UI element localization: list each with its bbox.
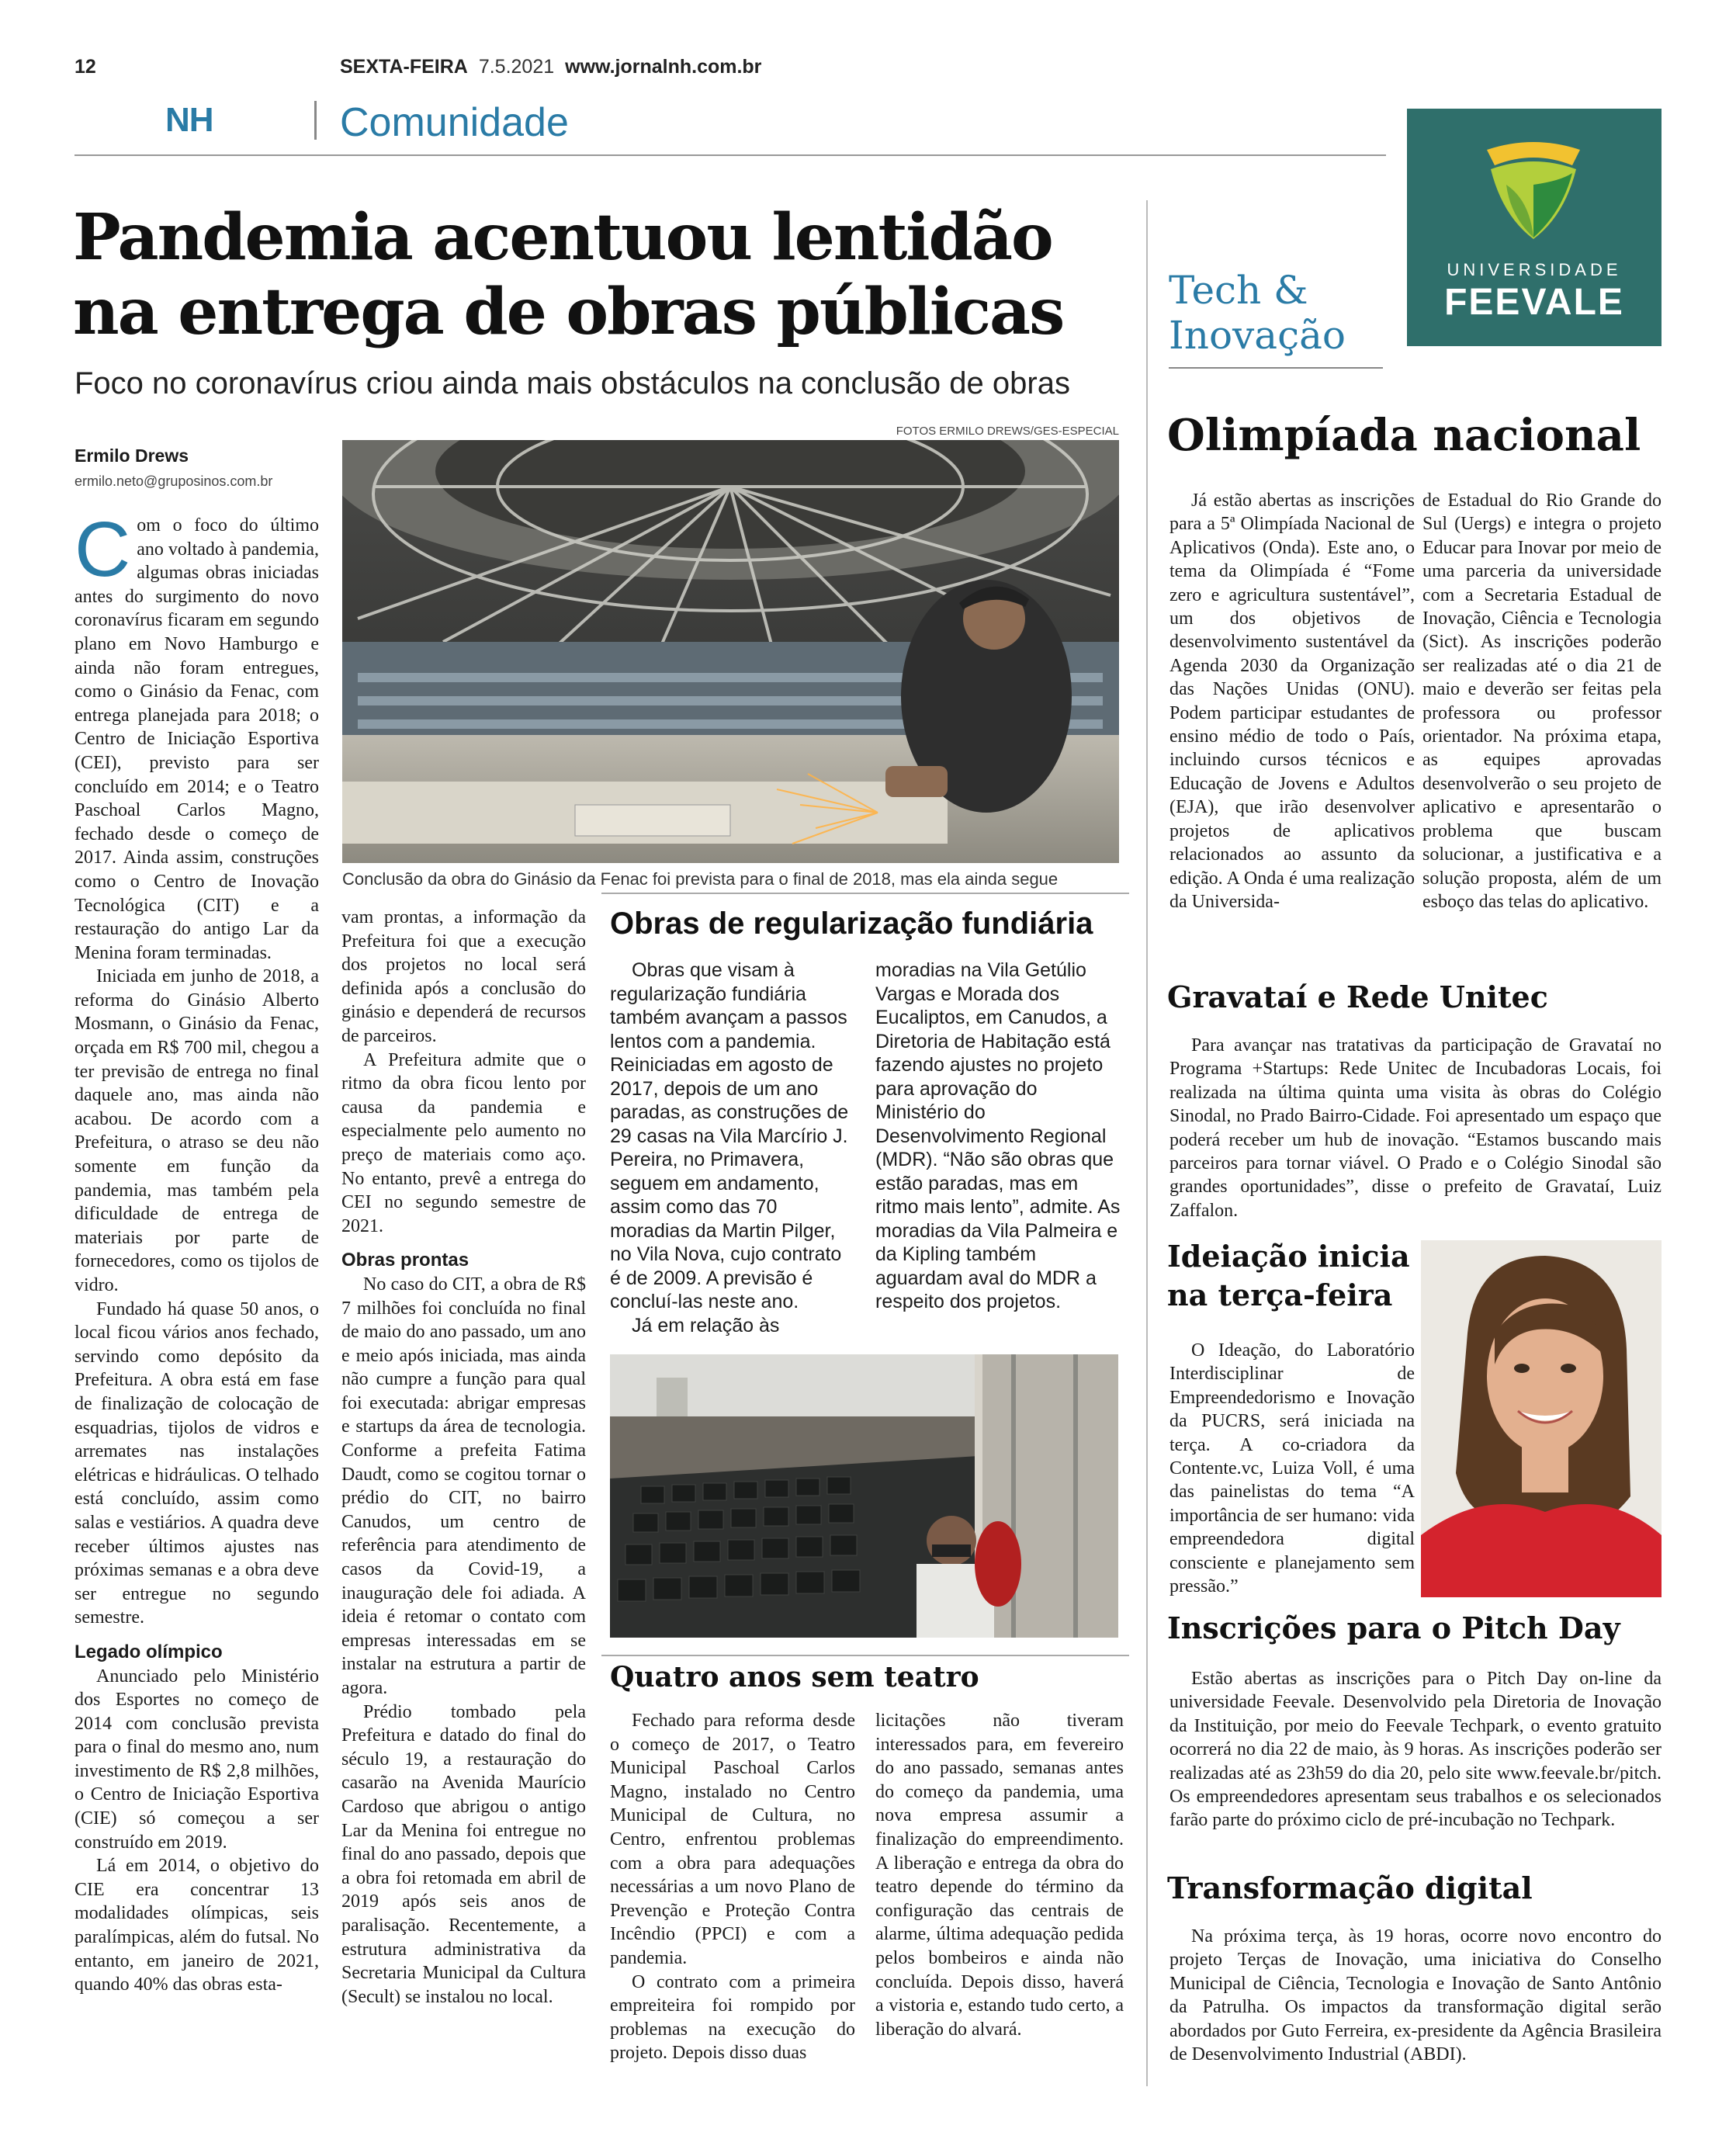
paragraph: Fundado há quase 50 anos, o local ficou vários anos fechado, servindo como depósito da Prefeitura. A obra está em fase de finalização de colocação de esquadrias, tijolos de vidros e arremates nas instalações elétricas e hidráulicas. O telhado está concluído, assim como salas e vestiários. A quadra deve receber últimos ajustes nas próximas semanas e a obra deve ser entregue no segundo semestre. (74, 1298, 319, 1628)
date: 7.5.2021 (478, 56, 555, 78)
paragraph: Na próxima terça, às 19 horas, ocorre novo encontro do projeto Terças de Inovação, uma iniciativa do Conselho Municipal de Ciência, Tecnologia e Inovação de Santo Antônio da Patrulha. Os impactos da transformação digital serão abordados por Guto Ferreira, ex-presidente da Agência Brasileira de Desenvolvimento Industrial (ABDI). (1169, 1926, 1662, 2065)
paragraph: Anunciado pelo Ministério dos Esportes no começo de 2014 com conclusão prevista para o final do mesmo ano, num investimento de R$ 2,8 milhões, o Centro de Iniciação Esportiva (CIE) só começou a ser construído em 2019. (74, 1666, 319, 1853)
paragraph: A Prefeitura admite que o ritmo da obra ficou lento por causa da pandemia e especialmente pelo aumento no preço de materiais como aço. No entanto, prevê a entrega do CEI no segundo semestre de 2021. (341, 1049, 586, 1236)
paragraph: Prédio tombado pela Prefeitura e datado do final do século 19, a restauração do casarão na Avenida Maurício Cardoso que abrigou o antigo Lar da Menina foi entregue no final do ano passado, depois que a obra foi retomada em abril de 2019 após seis anos de paralisação. Recentemente, a estrutura administrativa da Secretaria Municipal da Cultura (Secult) se instalou no local. (341, 1701, 586, 2007)
theatre-photo (610, 1354, 1118, 1638)
subheading-obras-prontas: Obras prontas (341, 1250, 470, 1271)
paragraph: No caso do CIT, a obra de R$ 7 milhões foi concluída no final de maio do ano passado, um ano e meio após iniciada, mas ainda não cumpre a função para qual foi executada: abrigar empresas e startups da área de tecnologia. Conforme a prefeita Fatima Daudt, como se cogitou tornar o prédio do CIT, no bairro Canudos, um centro de referência para atendimento de casos da Covid-19, a inauguração dele foi adiada. A ideia é retomar o contato com empresas interessadas em se instalar na estrutura a partir de agora. (341, 1274, 586, 1698)
header-rule (74, 154, 1386, 156)
sidebar-section-title (1169, 268, 1346, 358)
paragraph: Fechado para reforma desde o começo de 2017, o Teatro Municipal Paschoal Carlos Magno, instalado no Centro Municipal de Cultura, no Centro, enfrentou problemas com a obra para adequações necessárias a um novo Plano de Prevenção e Proteção Contra Incêndio (PPCI) e com a pandemia. (610, 1711, 855, 1968)
feevale-logo-wordmark: FEEVALE (1444, 282, 1624, 323)
feevale-logo-box (1407, 109, 1662, 346)
olimpiada-title: Olimpíada nacional (1167, 410, 1641, 461)
ideacao-title (1167, 1237, 1410, 1315)
gym-construction-photo (342, 440, 1119, 863)
header-dateline (340, 56, 761, 78)
article-column-2 (341, 906, 586, 2009)
teatro-column-left (610, 1709, 855, 2065)
paragraph: Obras que visam à regularização fundiária também avançam a passos lentos com a pandemia. Reiniciadas em agosto de 2017, depois de um ano paradas, as construções de 29 casas na Vila Marcírio J. Pereira, no Primavera, seguem em andamento, assim como das 70 moradias da Martin Pilger, no Vila Nova, cujo contrato é de 2009. A previsão é concluí-las neste ano. (610, 959, 849, 1312)
ideacao-title-line-2: na terça-feira (1167, 1278, 1393, 1312)
teatro-title: Quatro anos sem teatro (610, 1661, 979, 1694)
theatre-photo-illustration (610, 1354, 1118, 1638)
pitch-title: Inscrições para o Pitch Day (1167, 1610, 1620, 1645)
paragraph: vam prontas, a informação da Prefeitura foi que a execução dos projetos no local será definida após a conclusão do ginásio e dependerá de recursos de parceiros. (341, 907, 586, 1046)
paragraph: Para avançar nas tratativas da participação de Gravataí no Programa +Startups: Rede Unitec de Incubadoras Locais, foi realizada na última quinta uma visita às obras do Colégio Sinodal, no Prado Bairro-Cidade. Foi apresentado um espaço que poderá receber um hub de inovação. “Estamos buscando mais parceiros para tornar viável. O Prado e o Colégio Sinodal são grandes oportunidades”, disse o prefeito de Gravataí, Luiz Zaffalon. (1169, 1035, 1662, 1221)
sidebar-divider (1146, 200, 1148, 2086)
luiza-voll-portrait (1421, 1240, 1662, 1597)
paragraph: Iniciada em junho de 2018, a reforma do Ginásio Alberto Mosmann, o Ginásio da Fenac, orçada em R$ 700 mil, chegou a ter previsão de entrega no final daquele ano, mas ainda não acabou. De acordo com a Prefeitura, o atraso se deu não somente em função da pandemia, mas também pela dificuldade de entrega de materiais por parte de fornecedores, como os tijolos de vidro. (74, 966, 319, 1295)
paragraph: Lá em 2014, o objetivo do CIE era concentrar 13 modalidades olímpicas, seis paralímpicas, além do futsal. No entanto, em janeiro de 2021, quando 40% das obras esta- (74, 1856, 319, 1995)
paragraph: O contrato com a primeira empreiteira foi rompido por problemas na execução do projeto. Depois disso duas (610, 1971, 855, 2064)
author-name: Ermilo Drews (74, 445, 189, 466)
weekday: SEXTA-FEIRA (340, 56, 468, 78)
paragraph: Estão abertas as inscrições para o Pitch Day on-line da universidade Feevale. Desenvolvido pela Diretoria de Inovação da Instituição, por meio do Feevale Techpark, o evento gratuito ocorrerá no dia 22 de maio, às 9 horas. As inscrições poderão ser realizadas até as 23h59 do dia 20, pelo site www.feevale.br/pitch. Os empreendedores apresentam seus trabalhos e os selecionados farão parte do próximo ciclo de pré-incubação no Techpark. (1169, 1669, 1662, 1831)
paragraph: om o foco do último ano voltado à pandemia, algumas obras iniciadas antes do surgimento do novo coronavírus ficaram em segundo plano em Novo Hamburgo e ainda não foram entregues, como o Ginásio da Fenac, com entrega planejada para 2018; o Centro de Iniciação Esportiva (CEI), previsto para ser concluído em 2014; e o Teatro Paschoal Carlos Magno, fechado desde o começo de 2017. Ainda assim, construções como o Centro de Inovação Tecnológica (CIT) e a restauração do antigo Lar da Menina foram terminadas. (74, 515, 319, 963)
section-title: Comunidade (340, 100, 569, 145)
regularizacao-title: Obras de regularização fundiária (610, 907, 1093, 941)
paragraph: O Ideação, do Laboratório Interdisciplinar de Empreendedorismo e Inovação da PUCRS, será iniciada na terça. A co-criadora da Contente.vc, Luiza Voll, é uma das painelistas do tema “A importância de ser humano: vida empreendedora digital consciente e planejamento sem pressão.” (1169, 1340, 1415, 1597)
paragraph: Já estão abertas as inscrições para a 5ª Olimpíada Nacional de Aplicativos (Onda). Este ano, o tema da Olimpíada é “Fome zero e agricultura sustentável”, um dos objetivos de desenvolvimento sustentável da Agenda 2030 da Organização das Nações Unidas (ONU). Podem participar estudantes de ensino médio de todo o País, incluindo cursos técnicos e Educação de Jovens e Adultos (EJA), que irão desenvolver projetos de aplicativos relacionados ao assunto da edição. A Onda é uma realização da Universida- (1169, 491, 1415, 912)
headline (73, 200, 1144, 349)
olimpiada-column-left (1169, 489, 1415, 913)
paragraph: moradias na Vila Getúlio Vargas e Morada dos Eucaliptos, em Canudos, a Diretoria de Habitação está fazendo ajustes no projeto para aprovação do Ministério do Desenvolvimento Regional (MDR). “Não são obras que estão paradas, mas em ritmo mais lento”, admite. As moradias da Vila Palmeira e da Kipling também aguardam aval do MDR a respeito dos projetos. (875, 959, 1121, 1312)
website-link[interactable]: www.jornalnh.com.br (565, 56, 762, 78)
sidebar-section-line-1: Tech & (1169, 268, 1308, 313)
pitch-text (1169, 1667, 1662, 1832)
ideacao-title-line-1: Ideiação inicia (1167, 1239, 1410, 1274)
box-divider (601, 1655, 1129, 1656)
regularizacao-column-right (875, 959, 1124, 1314)
drop-cap: C (74, 506, 131, 593)
paragraph: de Estadual do Rio Grande do Sul (Uergs) e integra o projeto Educar para Inovar por meio de uma parceria da universidade com a Secretaria Estadual de Inovação, Ciência e Tecnologia (Sict). As inscrições poderão ser realizadas até o dia 21 de maio e deverão ser feitas pela professora ou professor orientador. Na próxima etapa, as equipes aprovadas desenvolverão o seu projeto de aplicativo e apresentarão o problema que buscam solucionar, a justificativa e a solução proposta, além de um esboço das telas do aplicativo. (1422, 491, 1662, 912)
headline-line-2: na entrega de obras públicas (73, 275, 1064, 349)
subhead: Foco no coronavírus criou ainda mais obstáculos na conclusão de obras (74, 366, 1070, 400)
transformacao-title: Transformação digital (1167, 1870, 1533, 1905)
paragraph: licitações não tiveram interessados para, em fevereiro do ano passado, semanas antes do começo da pandemia, uma nova empresa assumir a finalização do empreendimento. A liberação e entrega da obra do teatro depende do término da configuração das centrais de alarme, última adequação pedida pelos bombeiros e ainda não concluída. Depois disso, haverá a vistoria e, estando tudo certo, a liberação do alvará. (875, 1711, 1124, 2040)
regularizacao-column-left (610, 959, 851, 1337)
author-email[interactable]: ermilo.neto@gruposinos.com.br (74, 473, 273, 489)
photo-credit: FOTOS ERMILO DREWS/GES-ESPECIAL (896, 425, 1119, 438)
ideacao-text (1169, 1339, 1415, 1598)
section-divider (314, 101, 317, 140)
subheading-legado: Legado olímpico (74, 1641, 223, 1662)
paragraph: Já em relação às (632, 1314, 780, 1336)
gravatai-title: Gravataí e Rede Unitec (1167, 979, 1548, 1014)
sidebar-section-line-2: Inovação (1169, 313, 1346, 358)
feevale-logo-icon (1475, 138, 1592, 247)
teatro-column-right (875, 1709, 1124, 2041)
sidebar-title-rule (1169, 367, 1383, 369)
transformacao-text (1169, 1925, 1662, 2066)
headline-line-1: Pandemia acentuou lentidão (73, 200, 1052, 275)
gym-photo-illustration (342, 440, 1119, 863)
portrait-illustration (1421, 1240, 1662, 1597)
gravatai-text (1169, 1034, 1662, 1222)
photo-caption: Conclusão da obra do Ginásio da Fenac foi prevista para o final de 2018, mas ela ainda segue (342, 869, 1059, 889)
feevale-logo-small: UNIVERSIDADE (1447, 260, 1622, 279)
olimpiada-column-right (1422, 489, 1662, 913)
article-column-1 (74, 506, 319, 1997)
page-number: 12 (74, 56, 96, 78)
box-divider (601, 893, 1129, 894)
nh-logo: NH (165, 101, 213, 139)
